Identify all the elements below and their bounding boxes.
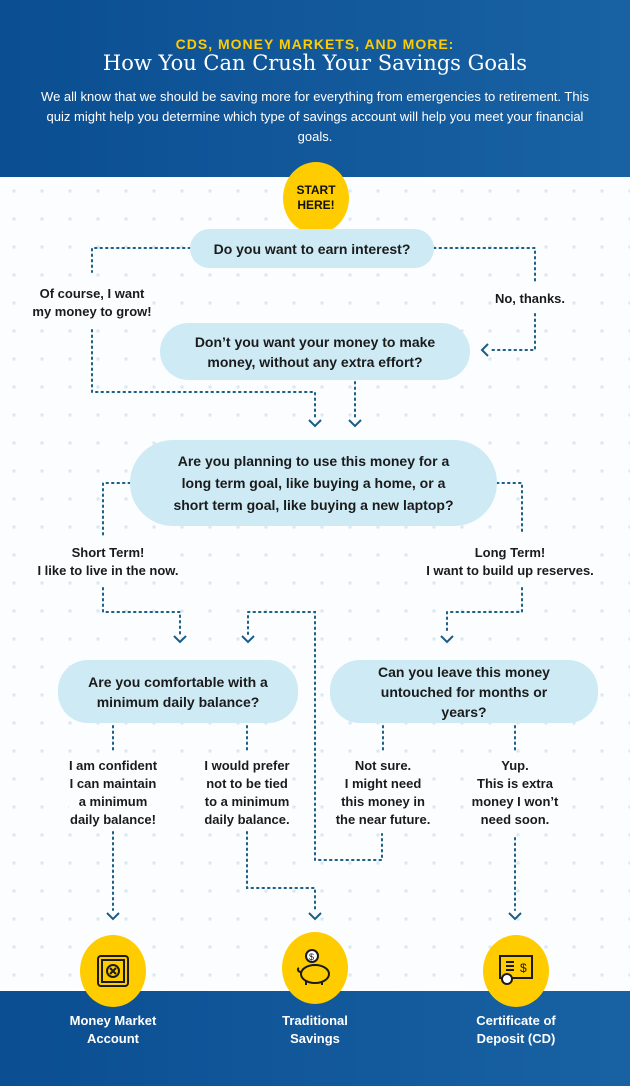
page-title: How You Can Crush Your Savings Goals — [102, 51, 528, 75]
question-minimum-balance: Are you comfortable with a minimum daily balance? — [58, 660, 298, 723]
answer-prefer-not: I would prefer not to be tied to a minimum daily balance. — [204, 758, 290, 827]
question-make-money: Don’t you want your money to make money, without any extra effort? — [160, 323, 470, 380]
connector — [103, 588, 180, 634]
answer-no-thanks: No, thanks. — [494, 291, 566, 306]
connector — [447, 588, 522, 634]
question-earn-interest: Do you want to earn interest? — [190, 229, 434, 268]
traditional-savings-badge — [282, 932, 348, 1004]
answer-short-term: Short Term! I like to live in the now. — [37, 545, 179, 578]
connector — [490, 314, 535, 350]
connector — [247, 832, 315, 910]
arrow-down-icon — [509, 913, 521, 919]
certificate-of-deposit-badge — [483, 935, 549, 1007]
kicker: CDS, MONEY MARKETS, AND MORE: — [175, 36, 455, 52]
arrow-down-icon — [309, 913, 321, 919]
arrow-down-icon — [174, 636, 186, 642]
connector — [497, 483, 522, 535]
answer-not-sure: Not sure. I might need this money in the near future. — [335, 758, 431, 827]
answer-confident: I am confident I can maintain a minimum daily balance! — [68, 758, 158, 827]
arrow-down-icon — [107, 913, 119, 919]
start-badge: START HERE! — [283, 162, 349, 234]
outcome-money-market: Money Market Account — [69, 1013, 157, 1046]
safe-icon — [95, 953, 131, 989]
arrow-down-icon — [441, 636, 453, 642]
answer-yup: Yup. This is extra money I won’t need soon. — [471, 758, 559, 827]
answer-long-term: Long Term! I want to build up reserves. — [426, 545, 594, 578]
answer-yes-interest: Of course, I want my money to grow! — [32, 286, 152, 319]
outcome-certificate-of-deposit: Certificate of Deposit (CD) — [476, 1013, 556, 1046]
connector — [434, 248, 535, 284]
intro-text: We all know that we should be saving more for everything from emergencies to retirement. This quiz might help you determine which type of savings account will help you meet your financial goals. — [41, 89, 589, 144]
outcome-traditional-savings: Traditional Savings — [282, 1013, 348, 1046]
question-goal-term: Are you planning to use this money for a long term goal, like buying a home, or a short term goal, like buying a new laptop? — [130, 440, 497, 526]
connector — [103, 483, 130, 535]
question-leave-untouched: Can you leave this money untouched for months or years? — [330, 660, 598, 723]
money-market-badge — [80, 935, 146, 1007]
arrow-down-icon — [242, 636, 254, 642]
arrow-down-icon — [349, 420, 361, 426]
svg-text:$: $ — [309, 952, 315, 962]
arrow-down-icon — [309, 420, 321, 426]
certificate-icon — [496, 953, 536, 989]
arrow-left-icon — [482, 344, 488, 356]
piggy-bank-icon — [294, 948, 336, 988]
svg-text:$: $ — [520, 961, 527, 975]
connector — [92, 248, 190, 272]
